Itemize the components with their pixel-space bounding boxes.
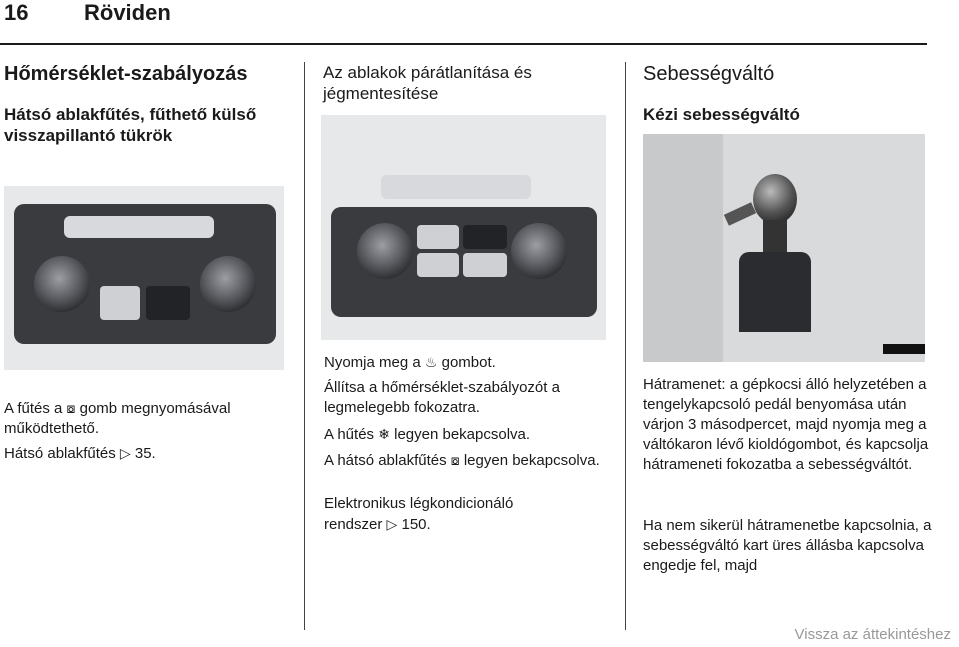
col2-line-4	[324, 450, 614, 471]
subheading-manual-transmission: Kézi sebességváltó	[643, 105, 800, 124]
col2-l5-pre: Elektronikus légkondicionáló rendszer	[324, 495, 514, 533]
col2-l3-post: legyen bekapcsolva.	[389, 426, 531, 443]
col2-l4-post: legyen bekapcsolva.	[459, 452, 600, 469]
rear-defrost-icon: ⧇	[66, 400, 76, 416]
col1-p1-pre: A fűtés a	[4, 400, 67, 417]
section-heading-defrost: Az ablakok párátlanítása és jégmentesítése	[323, 63, 532, 103]
col2-line-3	[324, 424, 614, 445]
col1-p2-pre: Hátsó ablakfűtés	[4, 445, 120, 462]
reference-arrow-icon[interactable]: ▷	[386, 516, 398, 532]
section-heading-climate: Hőmérséklet-szabályozás	[4, 63, 248, 85]
back-to-overview-link[interactable]: Vissza az áttekintéshez	[794, 626, 951, 643]
col3-paragraph-2: Ha nem sikerül hátramenetbe kapcsolnia, a sebességváltó kart üres állásba kapcsolva engedje fel, majd	[643, 517, 932, 574]
col2-l3-pre: A hűtés	[324, 426, 379, 443]
col2-l1-pre: Nyomja meg a	[324, 354, 425, 371]
col3-paragraph-1: Hátramenet: a gépkocsi álló helyzetében a tengelykapcsoló pedál benyomása után várjon 3 másodpercet, majd nyomja meg a váltókaron lévő kioldógombot, és kapcsolja hátrameneti fokozatba a sebességváltót.	[643, 376, 929, 473]
rear-defrost-icon: ⧇	[450, 452, 460, 468]
reference-arrow-icon[interactable]: ▷	[119, 445, 131, 461]
page-title: Röviden	[84, 0, 171, 25]
col2-l1-post: gombot.	[437, 354, 496, 371]
subheading-rear-heating: Hátsó ablakfűtés, fűthető külső visszapillantó tükrök	[4, 105, 257, 145]
col2-l5-ref[interactable]: 150.	[397, 516, 431, 533]
col1-paragraph-1	[4, 398, 299, 439]
col1-paragraph-2	[4, 443, 299, 464]
windscreen-defrost-icon: ♨	[424, 354, 438, 370]
col1-p2-ref[interactable]: 35.	[130, 445, 156, 462]
col2-line-1	[324, 352, 614, 373]
defrost-panel-photo	[321, 115, 606, 340]
ac-snowflake-icon: ❄	[378, 426, 390, 442]
gear-lever-photo	[643, 134, 925, 362]
col2-line-5	[324, 494, 554, 535]
section-heading-transmission: Sebességváltó	[643, 63, 775, 85]
page-number: 16	[4, 0, 29, 25]
column-divider-1	[304, 62, 305, 630]
col2-l4-pre: A hátsó ablakfűtés	[324, 452, 451, 469]
column-divider-2	[625, 62, 626, 630]
header-divider	[0, 43, 927, 45]
climate-panel-photo	[4, 186, 284, 370]
col2-line-2: Állítsa a hőmérséklet-szabályozót a legmelegebb fokozatra.	[324, 379, 560, 416]
col1-p1-post: gomb megnyomásával működtethető.	[4, 400, 231, 437]
